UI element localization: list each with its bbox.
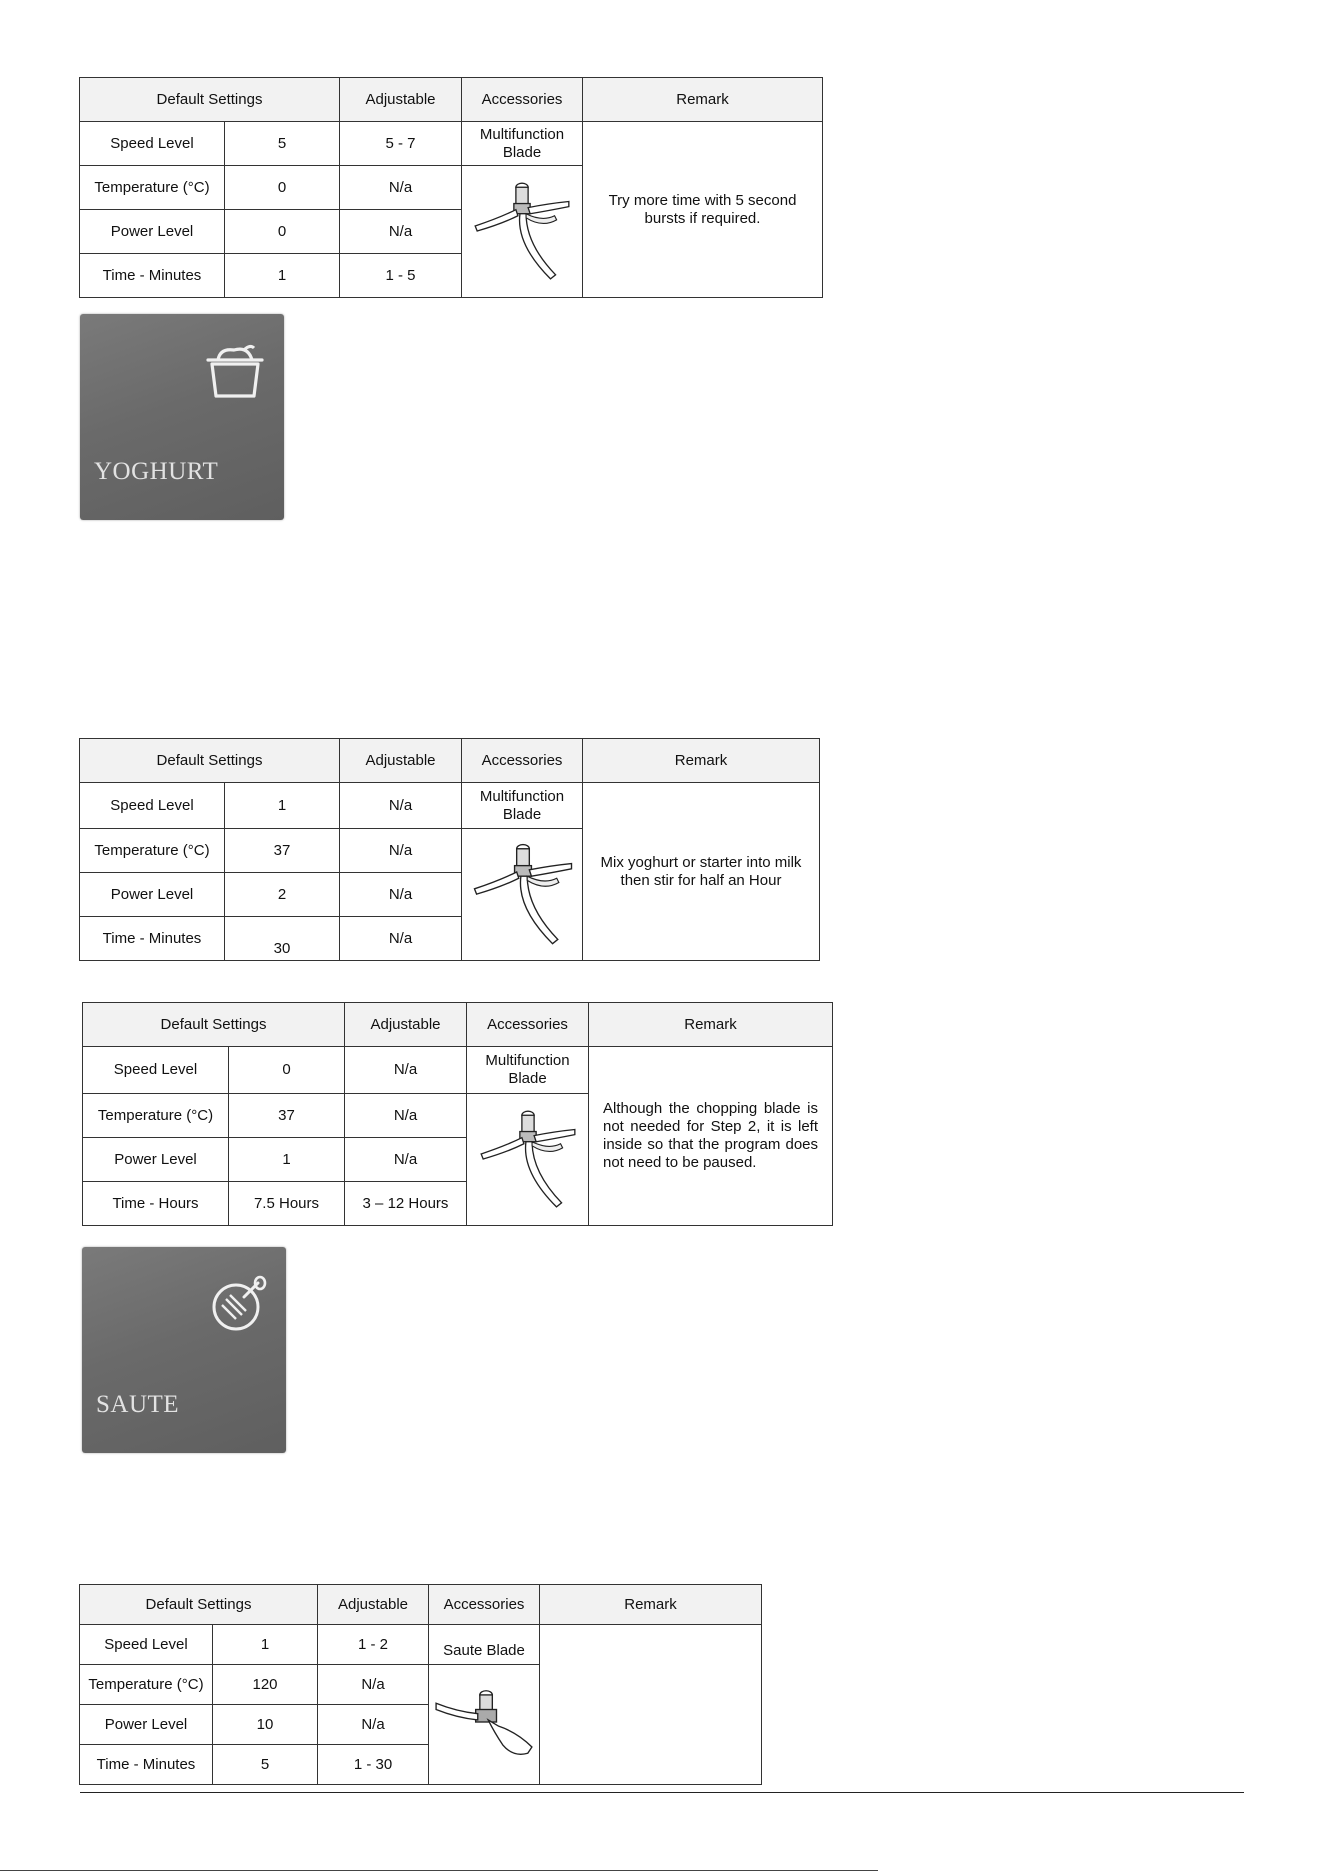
- row-value: 2: [225, 873, 340, 917]
- row-adjustable: 1 - 2: [318, 1625, 429, 1665]
- row-value: 0: [229, 1047, 345, 1094]
- accessory-image-cell: [467, 1094, 589, 1226]
- row-adjustable: N/a: [340, 166, 462, 210]
- header-remark: Remark: [589, 1003, 833, 1047]
- row-value: [225, 917, 340, 961]
- header-accessories: Accessories: [462, 78, 583, 122]
- tile-label: SAUTE: [96, 1391, 180, 1418]
- row-adjustable: N/a: [340, 873, 462, 917]
- row-label: Temperature (°C): [80, 1665, 213, 1705]
- row-label: Speed Level: [80, 783, 225, 829]
- row-value: 1: [225, 254, 340, 298]
- settings-table-4: [79, 1584, 762, 1785]
- row-value: 1: [213, 1625, 318, 1665]
- multifunction-blade-icon: [466, 834, 580, 950]
- accessory-image-cell: [462, 166, 583, 298]
- row-value: 1: [229, 1138, 345, 1182]
- row-adjustable: N/a: [345, 1094, 467, 1138]
- row-label: Temperature (°C): [80, 166, 225, 210]
- remark-text: Try more time with 5 second bursts if required.: [583, 122, 823, 298]
- header-adjustable: Adjustable: [340, 739, 462, 783]
- row-adjustable: N/a: [345, 1047, 467, 1094]
- row-adjustable: N/a: [318, 1665, 429, 1705]
- pot-icon: [204, 342, 266, 400]
- page-bottom-line: [0, 1870, 878, 1871]
- yoghurt-mode-tile: [80, 314, 284, 520]
- row-label: Power Level: [80, 210, 225, 254]
- row-value: 0: [225, 210, 340, 254]
- header-accessories: Accessories: [429, 1585, 540, 1625]
- row-adjustable: 1 - 5: [340, 254, 462, 298]
- settings-table-1: [79, 77, 823, 298]
- row-label: Temperature (°C): [83, 1094, 229, 1138]
- row-label: Speed Level: [80, 122, 225, 166]
- row-value: 37: [225, 829, 340, 873]
- row-label: Time - Minutes: [80, 254, 225, 298]
- header-adjustable: Adjustable: [340, 78, 462, 122]
- accessory-label: Multifunction Blade: [462, 783, 583, 829]
- header-accessories: Accessories: [467, 1003, 589, 1047]
- row-value: 0: [225, 166, 340, 210]
- row-label: Time - Minutes: [80, 1745, 213, 1785]
- remark-text: Although the chopping blade is not needed for Step 2, it is left inside so that the program does not need to be paused.: [589, 1047, 833, 1226]
- row-adjustable: 5 - 7: [340, 122, 462, 166]
- row-adjustable: N/a: [340, 210, 462, 254]
- header-remark: Remark: [540, 1585, 762, 1625]
- row-adjustable: N/a: [340, 783, 462, 829]
- header-adjustable: Adjustable: [345, 1003, 467, 1047]
- accessory-label: Multifunction Blade: [462, 122, 583, 166]
- row-label: Time - Minutes: [80, 917, 225, 961]
- row-adjustable: N/a: [318, 1705, 429, 1745]
- header-default-settings: Default Settings: [80, 1585, 318, 1625]
- row-value-text: 30: [273, 939, 291, 957]
- tile-label: YOGHURT: [94, 458, 219, 485]
- saute-mode-tile: [82, 1247, 286, 1453]
- header-default-settings: Default Settings: [80, 78, 340, 122]
- row-value: 10: [213, 1705, 318, 1745]
- accessory-image-cell: [429, 1665, 540, 1785]
- row-label: Speed Level: [80, 1625, 213, 1665]
- accessory-label: Multifunction Blade: [467, 1047, 589, 1094]
- header-accessories: Accessories: [462, 739, 583, 783]
- header-adjustable: Adjustable: [318, 1585, 429, 1625]
- row-label: Temperature (°C): [80, 829, 225, 873]
- header-remark: Remark: [583, 78, 823, 122]
- row-label: Power Level: [80, 1705, 213, 1745]
- row-value: 120: [213, 1665, 318, 1705]
- row-adjustable: N/a: [340, 917, 462, 961]
- header-remark: Remark: [583, 739, 820, 783]
- row-adjustable: N/a: [340, 829, 462, 873]
- row-value: 37: [229, 1094, 345, 1138]
- row-value: 5: [225, 122, 340, 166]
- row-label: Speed Level: [83, 1047, 229, 1094]
- row-label: Power Level: [80, 873, 225, 917]
- header-default-settings: Default Settings: [80, 739, 340, 783]
- row-adjustable: 3 – 12 Hours: [345, 1182, 467, 1226]
- header-default-settings: Default Settings: [83, 1003, 345, 1047]
- row-value: 1: [225, 783, 340, 829]
- saute-blade-icon: [434, 1683, 534, 1761]
- row-adjustable: N/a: [345, 1138, 467, 1182]
- row-adjustable: 1 - 30: [318, 1745, 429, 1785]
- settings-table-2: [79, 738, 820, 961]
- accessory-label: Saute Blade: [429, 1625, 540, 1665]
- footer-divider: [80, 1792, 1244, 1793]
- accessory-image-cell: [462, 829, 583, 961]
- remark-text: [540, 1625, 762, 1785]
- settings-table-3: [82, 1002, 833, 1226]
- remark-text: Mix yoghurt or starter into milk then stir for half an Hour: [583, 783, 820, 961]
- multifunction-blade-icon: [467, 173, 577, 285]
- multifunction-blade-icon: [473, 1101, 583, 1213]
- row-label: Power Level: [83, 1138, 229, 1182]
- row-value: 7.5 Hours: [229, 1182, 345, 1226]
- row-value: 5: [213, 1745, 318, 1785]
- row-label: Time - Hours: [83, 1182, 229, 1226]
- saute-pan-icon: [206, 1275, 268, 1333]
